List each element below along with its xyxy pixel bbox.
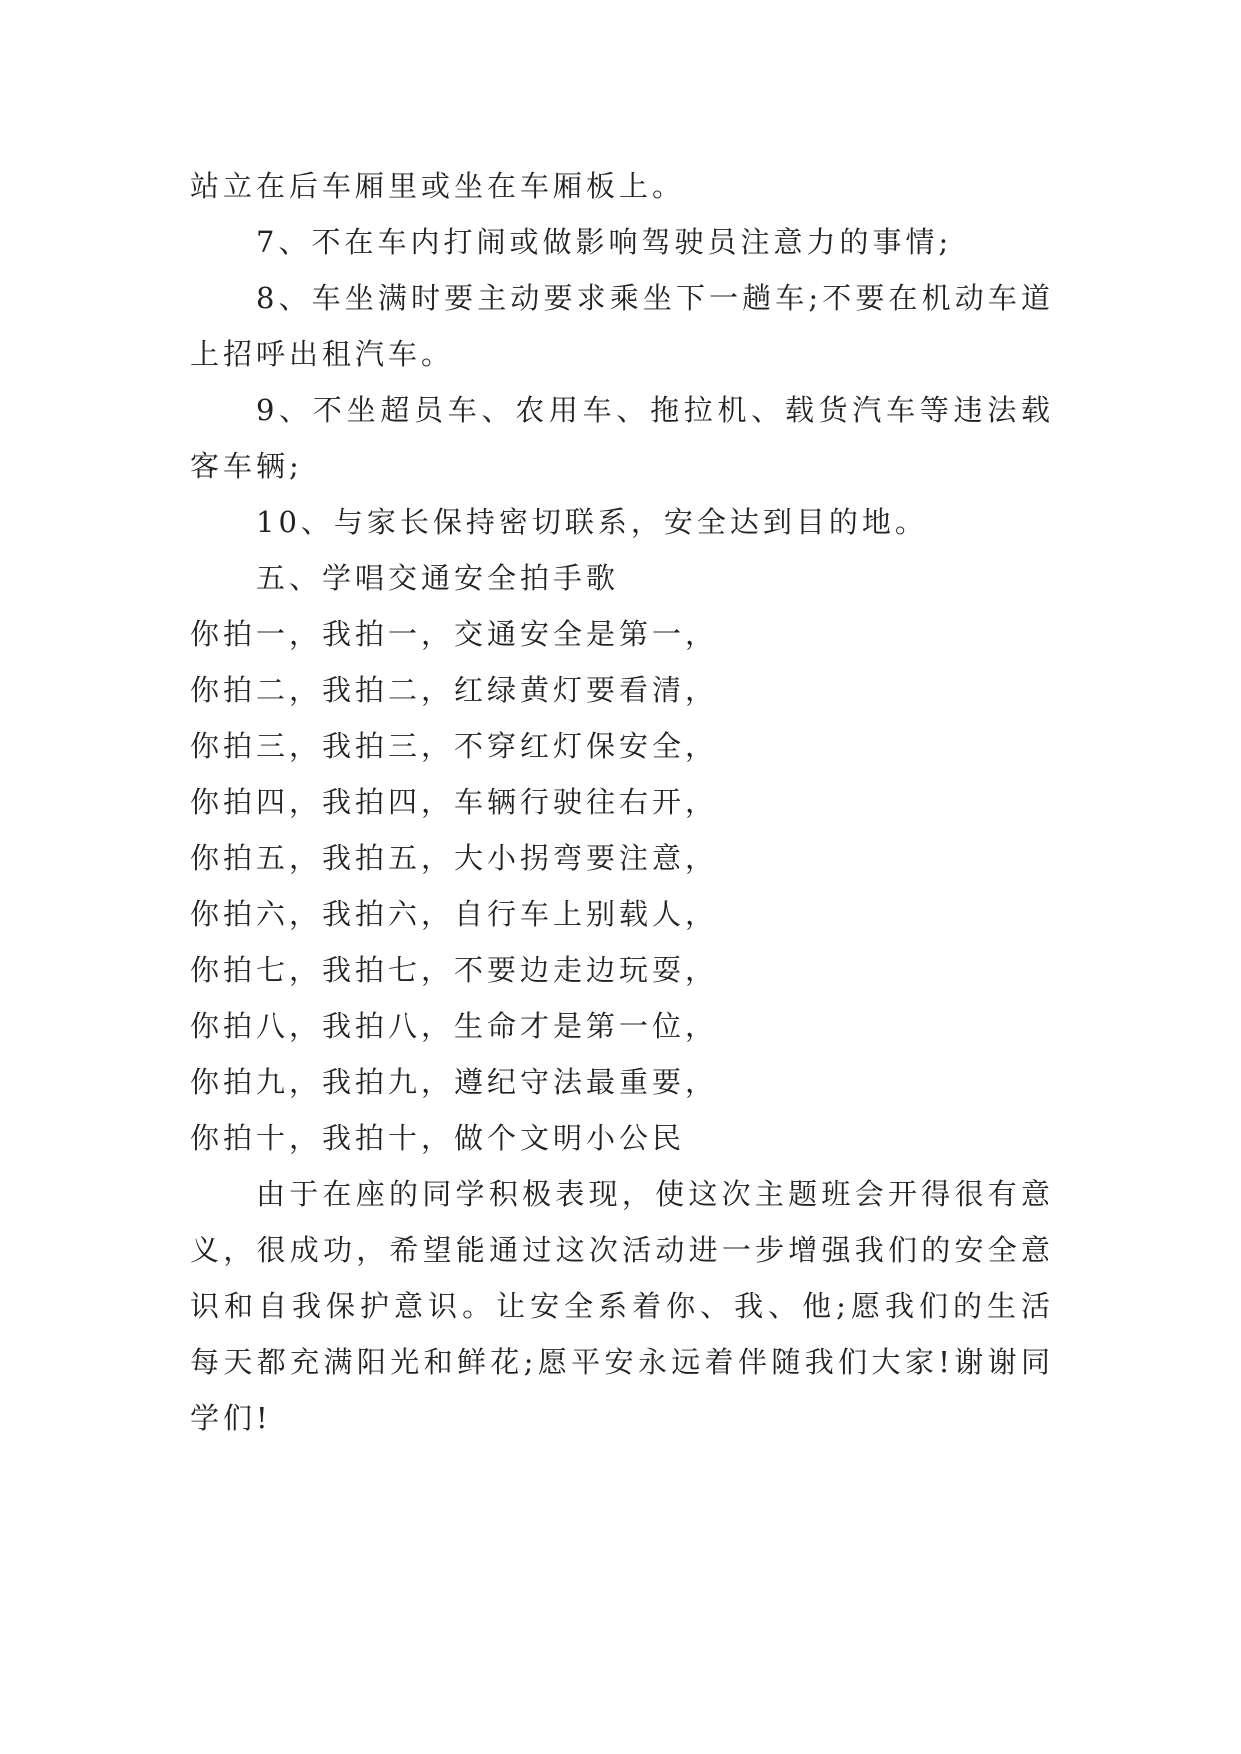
song-line: 你拍二，我拍二，红绿黄灯要看清， <box>190 673 719 707</box>
closing-paragraph: 由于在座的同学积极表现，使这次主题班会开得很有意义，很成功，希望能通过这次活动进一步增强我们的安全意识和自我保护意识。让安全系着你、我、他;愿我们的生活每天都充满阳光和鲜花;愿平安永远着伴随我们大家!谢谢同学们! <box>190 1177 1054 1435</box>
song-line: 你拍七，我拍七，不要边走边玩耍， <box>190 953 719 987</box>
song-line: 你拍五，我拍五，大小拐弯要注意， <box>190 841 719 875</box>
paragraph: 8、车坐满时要主动要求乘坐下一趟车;不要在机动车道上招呼出租汽车。 <box>190 281 1054 371</box>
song-line: 你拍八，我拍八，生命才是第一位， <box>190 1009 719 1043</box>
document-body <box>190 158 1054 1446</box>
paragraph: 站立在后车厢里或坐在车厢板上。 <box>190 169 686 203</box>
song-line: 你拍一，我拍一，交通安全是第一， <box>190 617 719 651</box>
song-line: 你拍三，我拍三，不穿红灯保安全， <box>190 729 719 763</box>
song-line: 你拍十，我拍十，做个文明小公民 <box>190 1121 686 1155</box>
song-line: 你拍六，我拍六，自行车上别载人， <box>190 897 719 931</box>
paragraph: 10、与家长保持密切联系，安全达到目的地。 <box>256 505 928 539</box>
paragraph: 9、不坐超员车、农用车、拖拉机、载货汽车等违法载客车辆; <box>190 393 1054 483</box>
paragraph: 7、不在车内打闹或做影响驾驶员注意力的事情; <box>256 225 953 259</box>
section-heading: 五、学唱交通安全拍手歌 <box>256 561 620 595</box>
song-line: 你拍四，我拍四，车辆行驶往右开， <box>190 785 719 819</box>
song-line: 你拍九，我拍九，遵纪守法最重要， <box>190 1065 719 1099</box>
